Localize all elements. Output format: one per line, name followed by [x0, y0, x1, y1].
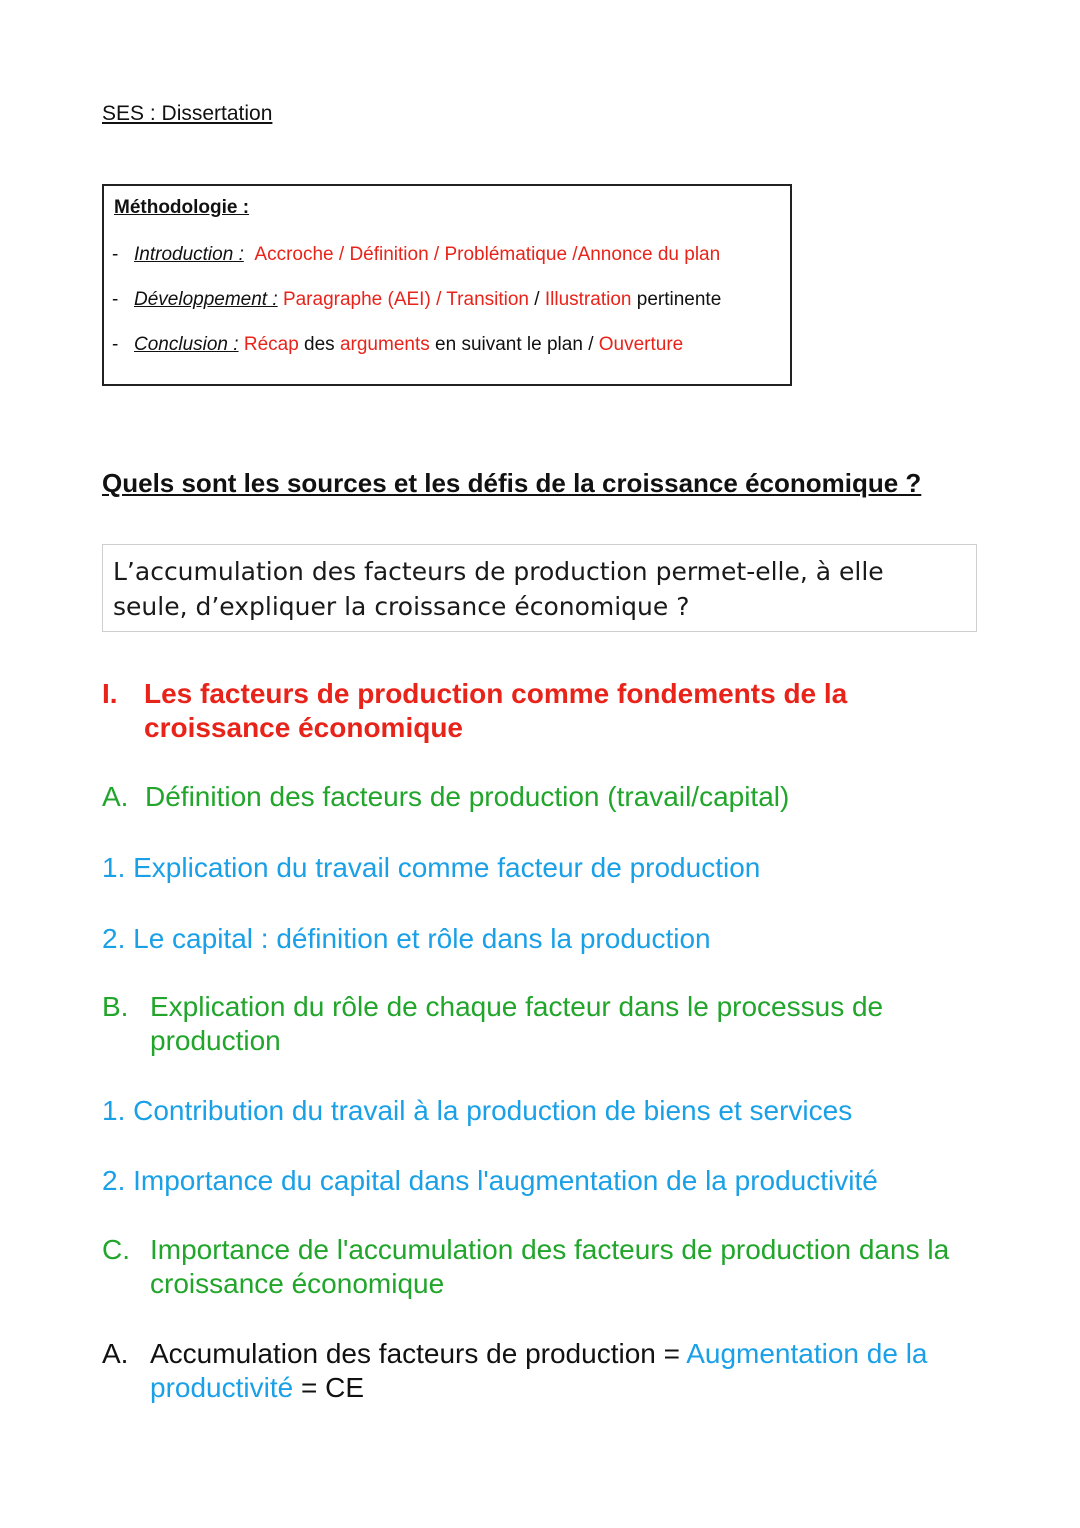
methodology-row-developpement: [112, 289, 721, 311]
list-item-a2: 2. Le capital : définition et rôle dans la production: [102, 923, 711, 954]
row-label: Conclusion :: [134, 334, 239, 355]
list-item-a1: 1. Explication du travail comme facteur de production: [102, 852, 761, 883]
heading-text: [150, 1337, 982, 1405]
row-text: arguments: [339, 334, 430, 355]
problematic-box: [102, 544, 977, 632]
row-text: pertinente: [631, 289, 722, 310]
heading-marker: C.: [102, 1234, 130, 1265]
formula-highlight: Augmentation de la productivité: [150, 1338, 928, 1403]
row-text: Paragraphe (AEI) / Transition: [282, 289, 530, 310]
bullet-dash: -: [112, 289, 119, 310]
row-text: Accroche / Définition / Problématique /Annonce du plan: [254, 244, 721, 265]
row-label: Développement :: [134, 289, 278, 310]
bullet-dash: -: [112, 334, 119, 355]
heading-marker: A.: [102, 1338, 129, 1369]
heading-marker: I.: [102, 678, 118, 709]
heading-text: Définition des facteurs de production (travail/capital): [145, 781, 790, 812]
problematic-text: L’accumulation des facteurs de production permet-elle, à elle seule, d’expliquer la croissance économique ?: [113, 557, 884, 621]
row-text: Illustration: [544, 289, 632, 310]
methodology-row-conclusion: [112, 334, 683, 356]
heading-text: Les facteurs de production comme fondements de la croissance économique: [144, 678, 848, 743]
row-label: Introduction :: [134, 244, 244, 265]
methodology-row-introduction: [112, 244, 720, 266]
formula-part: = CE: [293, 1372, 364, 1403]
page-title: SES : Dissertation: [102, 102, 273, 125]
row-text: Récap: [243, 334, 299, 355]
heading-marker: A.: [102, 781, 129, 812]
heading-text: Explication du rôle de chaque facteur dans le processus de production: [150, 991, 884, 1056]
row-text: Ouverture: [598, 334, 684, 355]
list-item-b2: 2. Importance du capital dans l'augmentation de la productivité: [102, 1165, 878, 1196]
heading-marker: B.: [102, 991, 129, 1022]
heading-text: Importance de l'accumulation des facteurs de production dans la croissance économique: [150, 1234, 950, 1299]
main-question: Quels sont les sources et les défis de la croissance économique ?: [102, 468, 922, 498]
methodology-title: Méthodologie :: [114, 197, 250, 218]
row-text: en suivant le plan /: [429, 334, 599, 355]
bullet-dash: -: [112, 244, 119, 265]
formula-part: Accumulation des facteurs de production =: [150, 1338, 687, 1369]
methodology-box: [102, 184, 792, 386]
list-item-b1: 1. Contribution du travail à la production de biens et services: [102, 1095, 853, 1126]
row-text: des: [298, 334, 340, 355]
row-text: /: [529, 289, 545, 310]
